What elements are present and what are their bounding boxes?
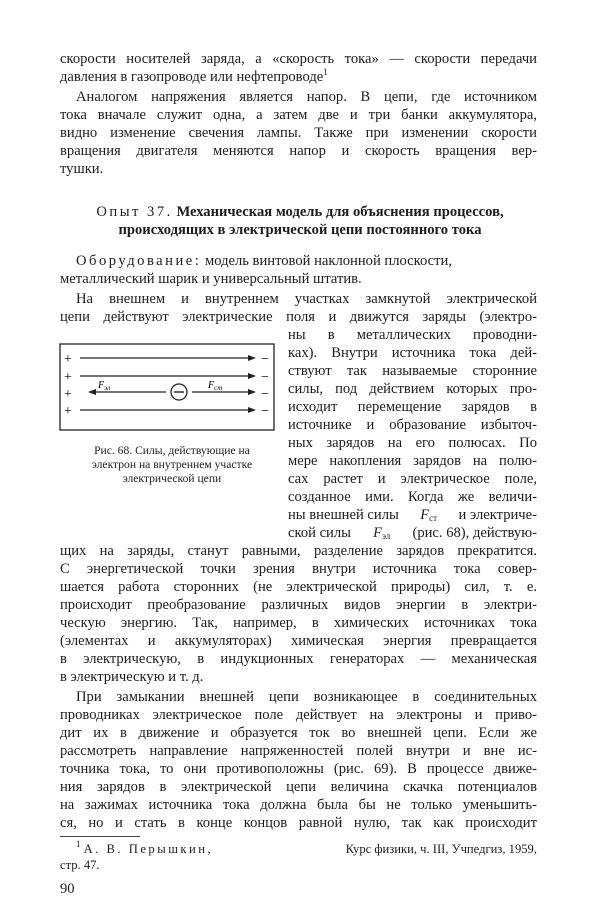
arrow-head (248, 407, 256, 413)
text-fragment: давления в газопроводе или нефтепроводе (60, 69, 324, 85)
text-line: шается работа сторонних (не электрической природы) сил, т. е. (60, 579, 537, 595)
text-line: дит их в движение и образуется ток во внешней цепи. Если же (60, 725, 537, 741)
arrow-head (248, 373, 256, 379)
figure-caption-line: электрон на внутреннем участке (91, 458, 253, 471)
experiment-title: Механическая модель для объяснения процессов, (176, 204, 504, 220)
text-line: ствуют так называемые сторонние (288, 363, 537, 379)
figure-68-diagram (58, 342, 278, 434)
experiment-label: Опыт 37. (96, 204, 173, 220)
minus-terminal: − (261, 404, 269, 419)
text-line: созданное ими. Когда же величи- (288, 489, 537, 505)
minus-terminal: − (261, 370, 269, 385)
text-line: тока вначале служит одна, а затем две и три банки аккумулятора, (60, 107, 537, 123)
text-line: точника тока, то они противоположны (рис. 69). В процессе движе- (60, 761, 537, 777)
figure-caption-line: электрической цепи (122, 472, 222, 485)
force-symbol: $F_{эл}$ (373, 525, 391, 541)
figure-frame (60, 344, 274, 430)
plus-terminal: + (64, 404, 72, 419)
label-F-el: $F_{эл}$ (98, 380, 111, 392)
text-line: ния зарядов в электрической цепи величина скачка потенциалов (60, 779, 537, 795)
figure-reference: (рис. 68), действую- (412, 525, 537, 541)
minus-terminal: − (261, 387, 269, 402)
footnote-text: Курс физики, ч. III, Учпедгиз, 1959, (345, 842, 537, 856)
footnote-reference[interactable]: 1 (323, 67, 328, 77)
equipment-label: Оборудование: (76, 253, 202, 269)
text-line: щих на заряды, станут равными, разделение зарядов прекратится. (60, 543, 537, 559)
text-line: силы, под действием которых про- (288, 381, 537, 397)
text-line: ся, но и стать в конце концов равной нулю, так как происходит (60, 815, 537, 831)
text-line: ческую энергию. Так, например, в химических источниках тока (60, 615, 537, 631)
text-line: металлический шарик и универсальный штатив. (60, 271, 362, 287)
text-line: вращения двигателя меняются напор и скорость вращения вер- (60, 143, 537, 159)
text-line (60, 68, 328, 86)
text-line: скорости носителей заряда, а «скорость тока» — скорости передачи (60, 51, 537, 67)
text-line: При замыкании внешней цепи возникающее в соединительных (76, 689, 537, 705)
arrow-head (248, 355, 256, 361)
figure-caption-line: Рис. 68. Силы, действующие на (94, 444, 250, 457)
section-heading (0, 203, 600, 221)
text-line: (элементах и аккумуляторах) химическая энергия превращается (60, 633, 537, 649)
text-line: в электрическую, в индукционных генераторах — механическая (60, 651, 537, 667)
text-line: исходит перемещение зарядов в (288, 399, 537, 415)
arrow-head (248, 389, 256, 395)
plus-terminal: + (64, 387, 72, 402)
text-line: ках). Внутри источника тока дей- (288, 345, 537, 361)
page-number: 90 (60, 881, 75, 897)
equipment-line (76, 252, 452, 270)
text-line: ных зарядов на его полюсах. По (288, 435, 537, 451)
text-line: рассмотреть направление напряженностей полей внутри и вне ис- (60, 743, 537, 759)
equipment-text: модель винтовой наклонной плоскости, (204, 253, 452, 269)
text-line: сах растет и электрическое поле, (288, 471, 537, 487)
text-line: в электрическую и т. д. (60, 669, 204, 685)
text-line: Аналогом напряжения является напор. В цепи, где источником (76, 89, 537, 105)
text-line: источнике и образование избыточ- (288, 417, 537, 433)
plus-terminal: + (64, 352, 72, 367)
label-F-st: $F_{ст}$ (208, 380, 223, 392)
text-fragment: и электриче- (458, 507, 537, 523)
arrow-head (88, 389, 96, 395)
plus-terminal: + (64, 370, 72, 385)
force-symbol: $F_{ст}$ (420, 507, 438, 523)
text-line: тушки. (60, 161, 104, 177)
footnote-line: стр. 47. (60, 858, 100, 872)
text-line: на зажимах источника тока должна была бы не только уменьшить- (60, 797, 537, 813)
text-fragment: ской силы (288, 525, 351, 541)
minus-terminal: − (261, 352, 269, 367)
text-line: видно изменение свечения лампы. Также при изменении скорости (60, 125, 537, 141)
text-line: На внешнем и внутреннем участках замкнутой электрической (76, 291, 537, 307)
footnote (76, 840, 537, 858)
footnote-mark: $^1$ А. В. Перышкин, (76, 839, 214, 856)
text-fragment: ны внешней силы (288, 507, 399, 523)
text-line: мере накопления зарядов на полю- (288, 453, 537, 469)
text-line: С энергетической точки зрения внутри источника тока совер- (60, 561, 537, 577)
text-line: происходит преобразование различных видов энергии в электри- (60, 597, 537, 613)
text-line: проводниках электрическое поле действует на электроны и приво- (60, 707, 537, 723)
text-line: ны в металлических проводни- (288, 327, 537, 343)
section-heading-line2: происходящих в электрической цепи постоянного тока (118, 222, 482, 238)
footnote-divider (60, 836, 140, 837)
text-line: цепи действуют электрические поля и движутся заряды (электро- (60, 309, 537, 325)
